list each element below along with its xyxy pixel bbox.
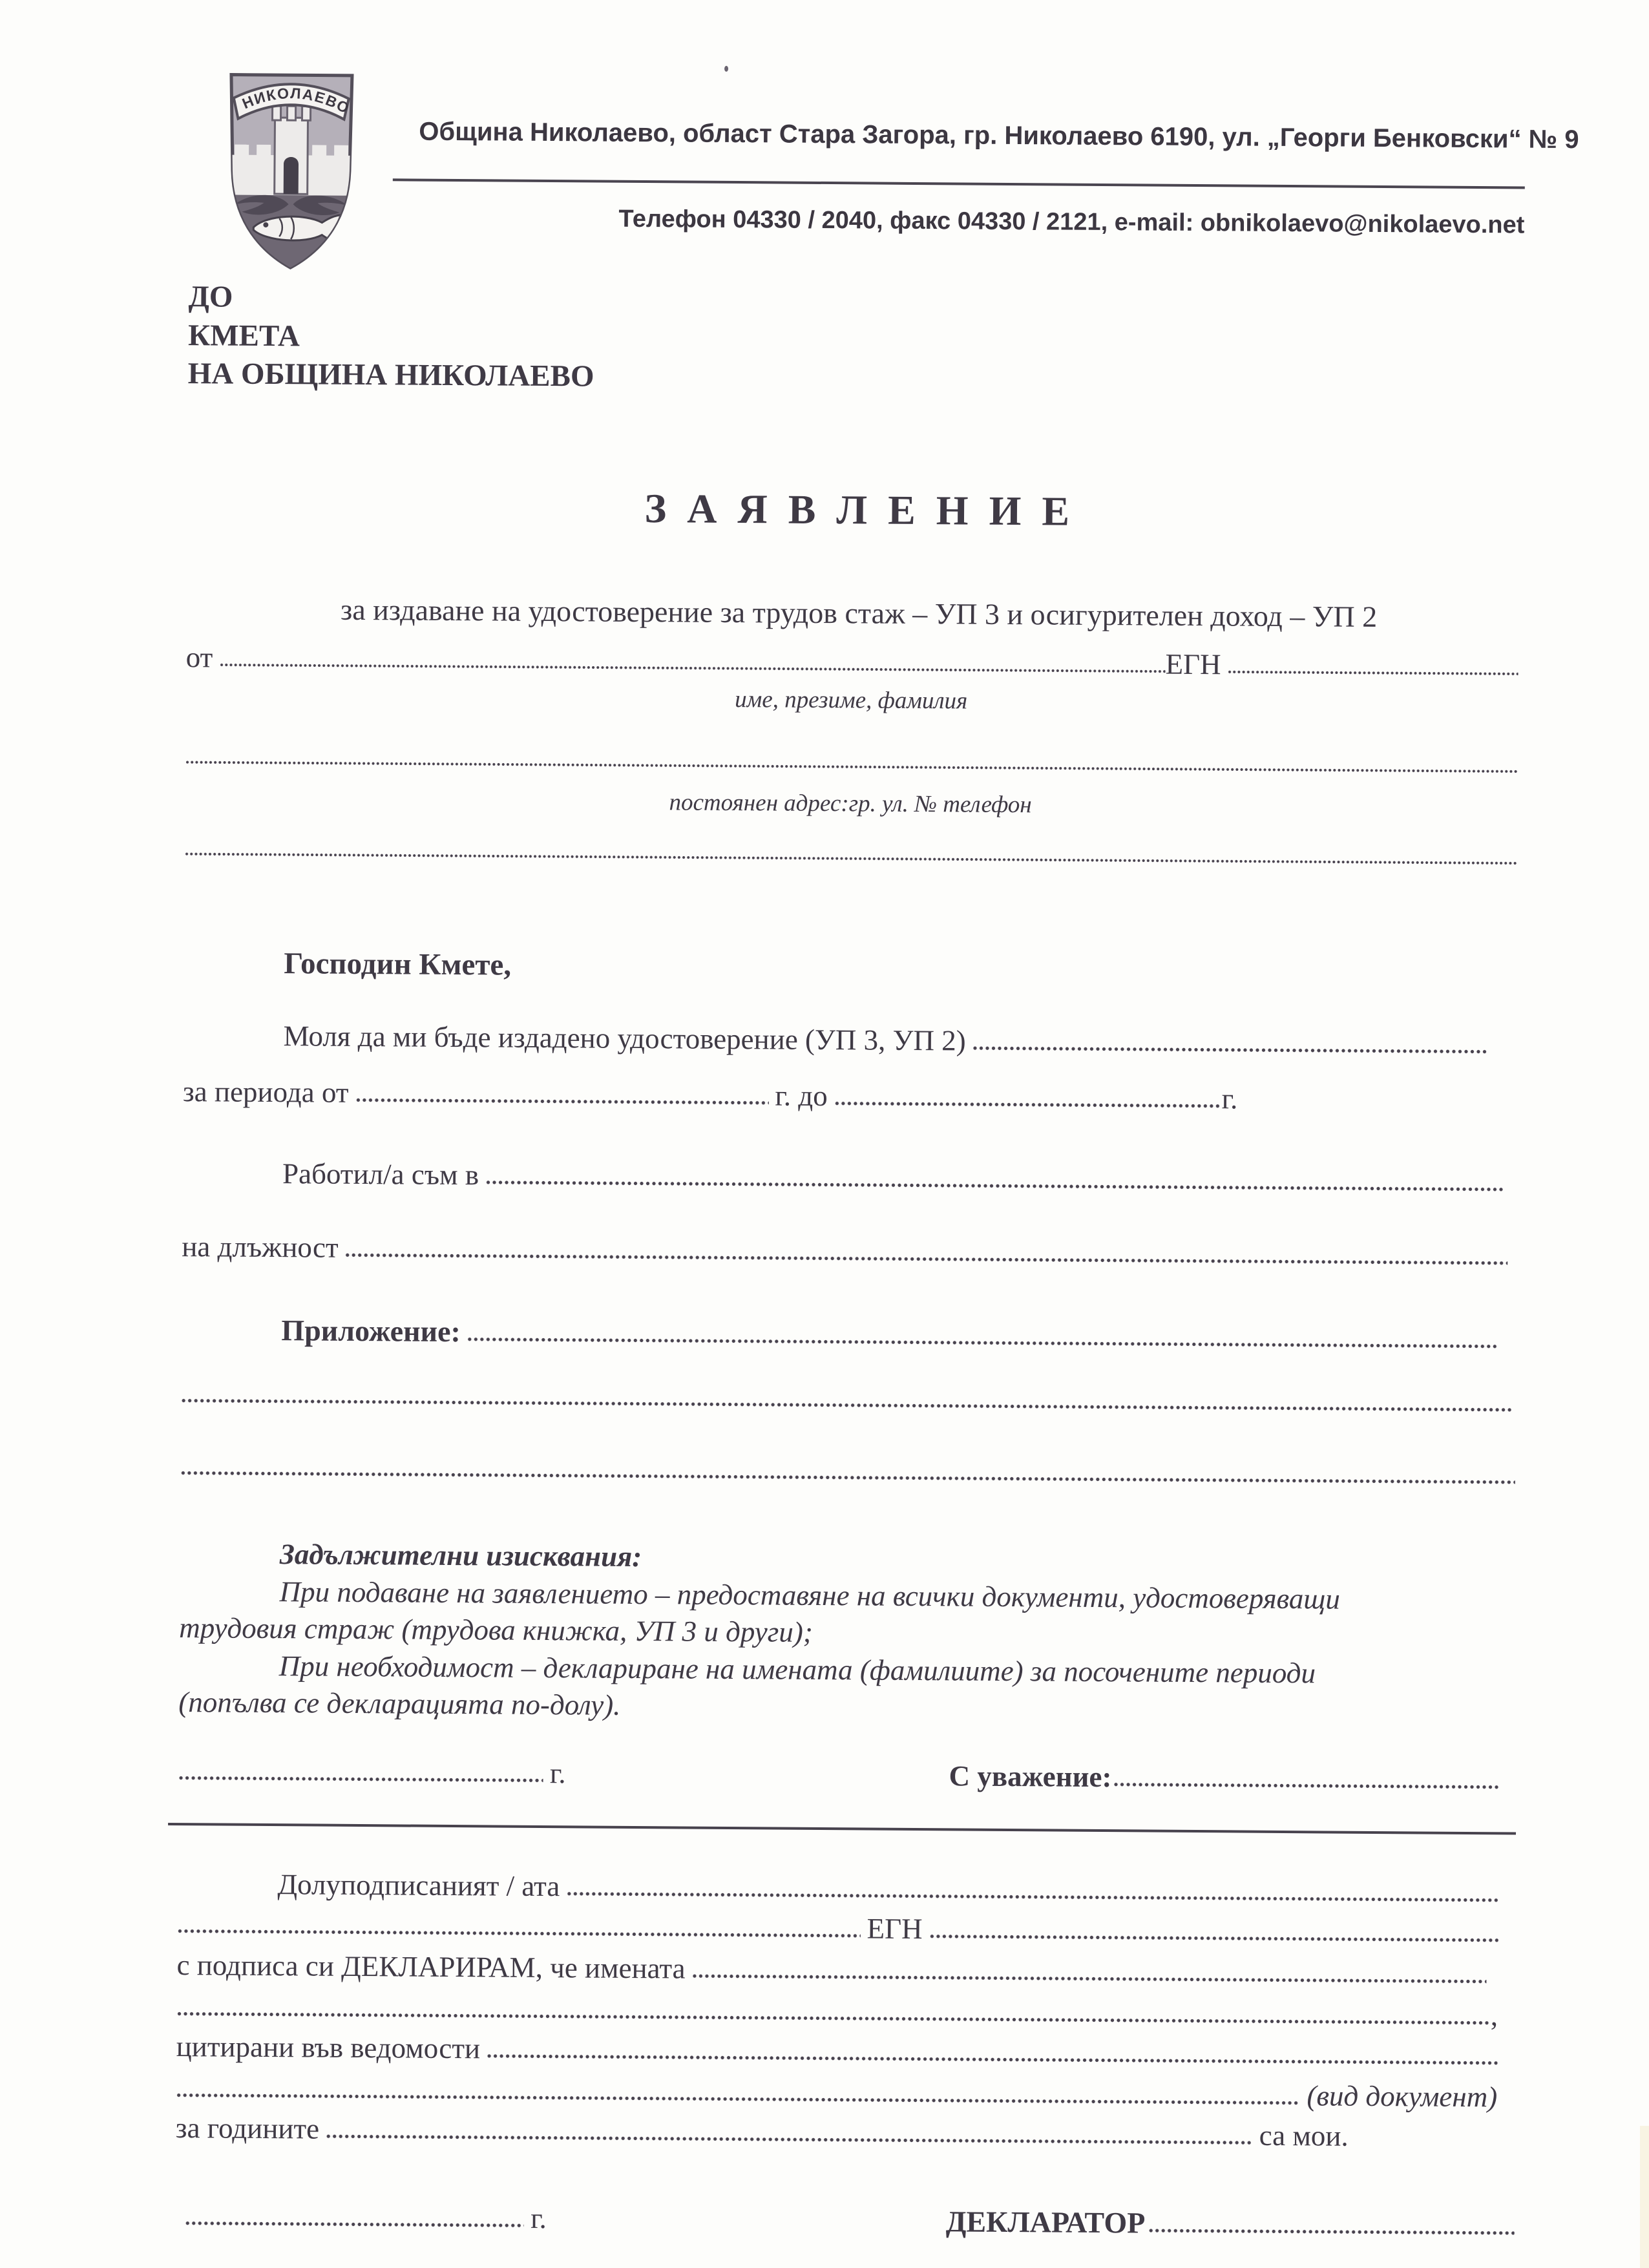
section-divider [168,1823,1516,1835]
name-fill-line [219,660,1165,675]
declaration-egn-row [177,1908,1498,1949]
addressee-line-1: ДО [188,280,233,314]
declaration-date-suffix: г. [530,2201,547,2235]
regards-row [949,1760,1499,1796]
attachment-row [281,1314,1498,1355]
vedomosti-label: цитирани във ведомости [176,2030,481,2065]
request-label: Моля да ми бъде издадено удостоверение (УП 3, УП 2) [283,1020,966,1057]
are-mine-label: са мои. [1259,2119,1349,2152]
requirement-2-line-1: При необходимост – деклариране на имената (фамилиите) за посочените периоди [278,1649,1316,1690]
declarant-name-fill-line-2 [177,1927,861,1940]
period-label: за периода от [182,1075,349,1109]
worked-row [282,1158,1504,1198]
document-subtitle: за издаване на удостоверение за трудов стаж – УП 3 и осигурителен доход – УП 2 [340,593,1378,633]
addressee-line-2: КМЕТА [187,318,300,353]
years-row [176,2112,1349,2152]
requirements-section [178,1535,1527,1731]
attachment-fill-line-2 [181,1396,1513,1414]
date-row [178,1755,565,1789]
scan-speck-artifact [724,66,728,72]
signature-fill-line [1113,1780,1499,1791]
declared-names-fill-line [692,1971,1487,1986]
attachment-label: Приложение: [281,1314,461,1349]
worked-label: Работил/а съм в [282,1157,479,1192]
declaration-egn-label: ЕГН [867,1912,923,1946]
declaration-date-row [185,2200,547,2234]
castle-tower [272,106,311,194]
address-caption: постоянен адрес:гр. ул. № телефон [669,789,1032,819]
undersigned-label: Долуподписаният / ата [277,1868,560,1903]
requirements-heading: Задължителни изисквания: [279,1538,642,1573]
attachment-fill-line-1 [467,1335,1499,1350]
salutation: Господин Кмете, [284,947,512,982]
declaration-date-fill-line [185,2219,524,2230]
period-row [183,1076,1238,1115]
trailing-comma: , [1490,1999,1498,2032]
addressee-block [188,278,595,396]
addressee-line-3: НА ОБЩИНА НИКОЛАЕВО [187,357,594,394]
declarant-name-fill-line [566,1889,1498,1904]
address-fill-line-1 [185,758,1517,775]
employer-fill-line [485,1178,1504,1193]
letterhead-rule [393,178,1525,189]
name-caption: име, презиме, фамилия [735,686,968,715]
requirement-1-line-2: трудовия страж (трудова книжка, УП 3 и други); [179,1612,813,1649]
period-to-fill-line [834,1099,1222,1110]
declarator-signature-fill-line [1148,2226,1515,2237]
declaration-names-continued-row [176,1991,1498,2032]
declaration-names-row [176,1949,1486,1990]
document-title: З А Я В Л Е Н И Е [644,485,1075,534]
from-label: от [185,641,213,674]
requirement-1-line-1: При подаване на заявлението – предоставяне на всички документи, удостоверяващи [279,1575,1341,1615]
requirement-2-line-2: (попълва се декларацията по-долу). [178,1686,621,1722]
date-suffix: г. [549,1757,566,1790]
years-fill-line [326,2132,1252,2147]
declarant-egn-fill-line [929,1932,1498,1944]
banner-text: НИКОЛАЕВО [239,84,353,118]
applicant-name-egn-row [186,642,1518,682]
egn-label: ЕГН [1165,647,1221,681]
period-end-label: г. [1221,1082,1238,1115]
address-fill-line-2 [185,850,1517,867]
egn-fill-line [1228,667,1518,678]
letterhead-org-line: Община Николаево, област Стара Загора, гр. Николаево 6190, ул. „Георги Бенковски“ № 9 [419,117,1579,154]
declared-names-fill-line-2 [176,2010,1491,2027]
position-label: на длъжност [182,1230,339,1264]
document-type-fill-line [176,2091,1299,2107]
letterhead-contact-line: Телефон 04330 / 2040, факс 04330 / 2121, e-mail: obnikolaevo@nikolaevo.net [618,205,1525,239]
municipality-coat-of-arms [215,52,368,277]
date-fill-line [178,1774,543,1785]
scan-edge-artifact [1640,2126,1649,2268]
declarator-row [946,2205,1515,2242]
request-row [283,1020,1486,1060]
position-row [182,1231,1507,1272]
period-mid-label: г. до [775,1079,828,1113]
regards-label: С уважение: [949,1759,1112,1794]
years-label: за годините [175,2112,320,2145]
declarator-label: ДЕКЛАРАТОР [945,2205,1146,2240]
period-from-fill-line [355,1096,768,1107]
certificate-type-fill-line [972,1044,1487,1056]
document-type-row [176,2072,1497,2113]
position-fill-line [345,1250,1508,1267]
vedomosti-fill-line [487,2052,1498,2067]
document-type-caption: (вид документ) [1307,2079,1498,2114]
declaration-undersigned-row [277,1869,1498,1909]
vedomosti-row [176,2031,1497,2072]
declare-label: с подписа си ДЕКЛАРИРАМ, че имената [176,1949,686,1985]
attachment-fill-line-3 [180,1469,1515,1486]
